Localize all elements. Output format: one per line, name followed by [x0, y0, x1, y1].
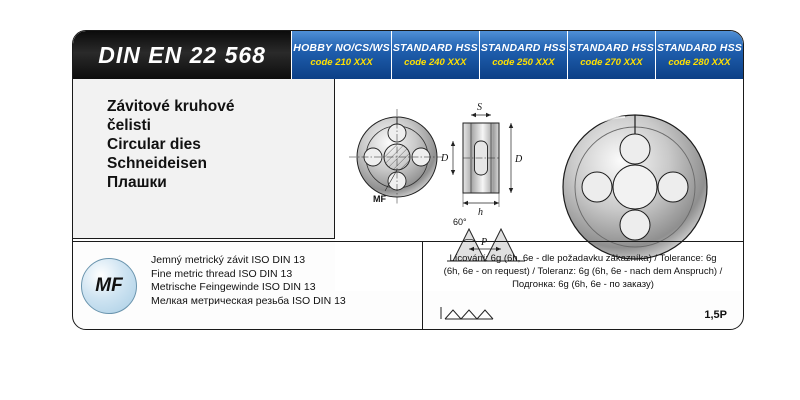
tolerance-line-1: Lícování: 6g (6h, 6e - dle požadavku zákazníka) / Tolerance: 6g: [449, 253, 717, 264]
code-cell-hobby[interactable]: [291, 31, 391, 79]
code-cell-code: code 240 XXX: [404, 57, 467, 68]
thread-line-cs: Jemný metrický závit ISO DIN 13: [151, 254, 306, 266]
standard-title-block: [73, 31, 291, 79]
thread-description-cell: [145, 242, 423, 329]
label-mf: MF: [373, 194, 386, 204]
code-cell-code: code 270 XXX: [580, 57, 643, 68]
product-spec-sheet: [72, 30, 744, 330]
code-cell-code: code 250 XXX: [492, 57, 555, 68]
code-cell-name: HOBBY NO/CS/WS: [293, 42, 390, 54]
thread-line-ru: Мелкая метрическая резьба ISO DIN 13: [151, 294, 346, 307]
tolerance-line-2: (6h, 6e - on request) / Toleranz: 6g (6h, 6e - nach dem Anspruch) /: [443, 266, 723, 277]
footer-row: [73, 241, 743, 329]
thread-type-badge-cell: [73, 242, 145, 329]
code-cell-name: STANDARD HSS: [392, 42, 478, 54]
header-row: [73, 31, 743, 79]
code-cell-group: [291, 31, 743, 79]
label-pitch-p: P: [481, 237, 488, 248]
label-d-outer: D: [515, 154, 523, 165]
product-name-de: Schneideisen: [107, 155, 207, 172]
label-angle-60: 60°: [453, 217, 467, 227]
code-cell-standard-240[interactable]: [391, 31, 479, 79]
page-title: DIN EN 22 568: [98, 41, 266, 68]
product-name-cs: Závitové kruhové: [107, 98, 235, 115]
code-cell-name: STANDARD HSS: [568, 42, 654, 54]
label-d-inner: D: [441, 153, 449, 164]
code-cell-name: STANDARD HSS: [656, 42, 742, 54]
tolerance-cell: [423, 242, 743, 329]
code-cell-code: code 280 XXX: [668, 57, 731, 68]
chamfer-lead-icon: [439, 301, 529, 323]
tolerance-line-3: Подгонка: 6g (6h, 6e - по заказу): [512, 279, 654, 290]
product-name-block: [73, 79, 335, 239]
code-cell-name: STANDARD HSS: [480, 42, 566, 54]
pitch-note: 1,5P: [704, 309, 727, 321]
product-name-cs-2: čelisti: [107, 117, 151, 134]
label-s: S: [477, 102, 482, 113]
label-h: h: [478, 207, 483, 218]
die-side-section-view: [440, 102, 523, 218]
product-name-en: Circular dies: [107, 136, 201, 153]
code-cell-standard-280[interactable]: [655, 31, 743, 79]
code-cell-standard-250[interactable]: [479, 31, 567, 79]
product-name-ru: Плашки: [107, 174, 167, 191]
status-badge: MF: [81, 258, 137, 314]
thread-line-en: Fine metric thread ISO DIN 13: [151, 267, 293, 280]
code-cell-standard-270[interactable]: [567, 31, 655, 79]
thread-line-de: Metrische Feingewinde ISO DIN 13: [151, 281, 316, 293]
code-cell-code: code 210 XXX: [310, 57, 373, 68]
die-perspective-view: [563, 115, 707, 259]
die-face-view: [349, 109, 445, 205]
